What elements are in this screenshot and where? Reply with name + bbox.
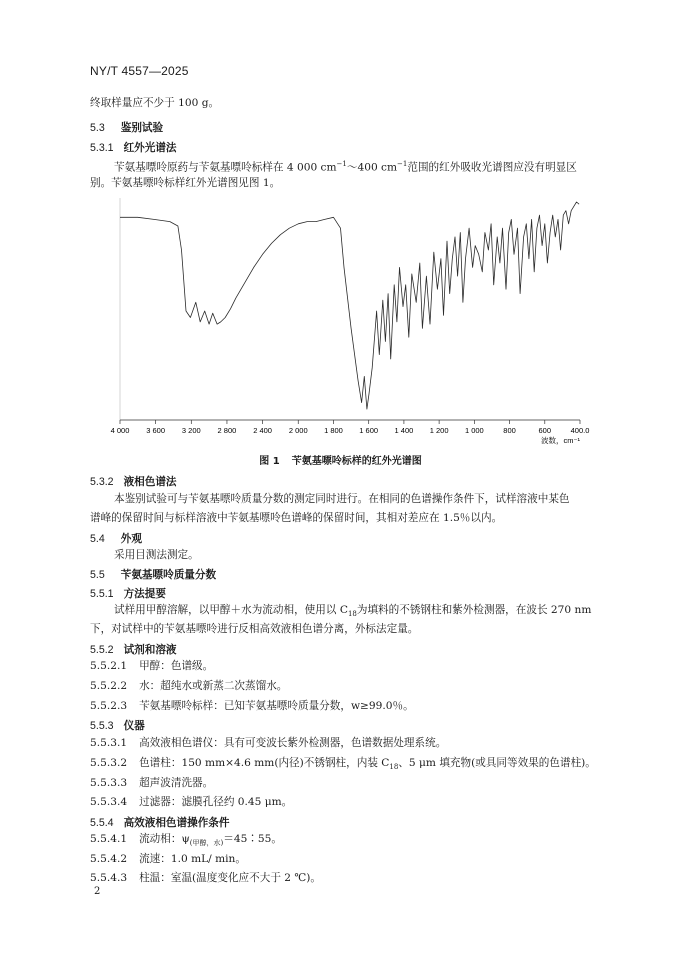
figure-number: 图 1 — [259, 456, 280, 467]
x-tick-label: 1 400 — [394, 426, 414, 435]
item-5-5-2-2 — [90, 677, 287, 696]
x-tick-label: 2 000 — [288, 426, 308, 435]
item-5-5-3-4 — [90, 793, 292, 812]
x-tick-label: 3 600 — [146, 426, 166, 435]
standard-number: NY/T 4557—2025 — [90, 64, 189, 78]
item-text: 过滤器：滤膜孔径约 0.45 μm。 — [139, 796, 293, 808]
x-tick-label: 2 400 — [253, 426, 272, 435]
section-5-5-1 — [90, 586, 166, 601]
item-number: 5.5.3.2 — [90, 757, 128, 769]
item-text: 超声波清洗器。 — [139, 777, 214, 789]
x-tick-label: 3 200 — [181, 426, 201, 435]
item-5-5-3-3 — [90, 774, 213, 793]
ir-spectrum-chart — [100, 196, 600, 450]
item-5-5-4-2 — [90, 850, 246, 869]
spectrum-line — [120, 202, 579, 409]
x-tick-label: 1 200 — [429, 426, 449, 435]
paragraph-54: 采用目测法测定。 — [114, 549, 199, 561]
section-title: 高效液相色谱操作条件 — [123, 817, 230, 829]
item-number: 5.5.3.3 — [90, 777, 128, 789]
x-axis-title: 波数，cm⁻¹ — [541, 436, 580, 445]
item-number: 5.5.4.3 — [90, 872, 128, 884]
item-text: 色谱柱：150 mm×4.6 mm(内径)不锈钢柱，内装 C — [139, 757, 390, 769]
x-tick-label: 800 — [503, 426, 516, 435]
paragraph-531-line2: 别。苄氨基嘌呤标样红外光谱图见图 1。 — [90, 177, 281, 189]
item-text: 流动相：ψ — [139, 833, 190, 845]
text-run: 范围的红外吸收光谱图应没有明显区 — [407, 161, 577, 174]
section-number: 5.3.1 — [90, 142, 114, 154]
section-title: 鉴别试验 — [120, 122, 164, 134]
section-number: 5.5.4 — [90, 817, 114, 829]
text-run: 苄氨基嘌呤原药与苄氨基嘌呤标样在 4 000 cm — [114, 161, 337, 174]
x-tick-label: 1 000 — [464, 426, 484, 435]
x-tick-label: 2 800 — [217, 426, 237, 435]
text-run: ～400 cm — [346, 161, 398, 174]
section-5-5-2 — [90, 642, 177, 657]
section-title: 外观 — [120, 533, 142, 545]
item-5-5-2-1 — [90, 657, 213, 676]
x-tick-label: 1 600 — [359, 426, 379, 435]
item-text: 甲醇：色谱级。 — [139, 660, 214, 672]
section-title: 试剂和溶液 — [123, 644, 177, 656]
item-number: 5.5.2.3 — [90, 700, 128, 712]
x-tick-label: 600 — [538, 426, 552, 435]
item-5-5-2-3 — [90, 697, 414, 716]
page-number: 2 — [94, 886, 101, 897]
section-5-4 — [90, 531, 142, 546]
section-title: 红外光谱法 — [123, 142, 177, 154]
paragraph-continuation: 终取样量应不少于 100 g。 — [90, 97, 220, 109]
item-number: 5.5.4.2 — [90, 853, 128, 865]
subscript: 18 — [347, 610, 357, 619]
subscript: (甲醇，水) — [189, 839, 224, 848]
superscript: −1 — [397, 160, 408, 168]
item-number: 5.5.2.2 — [90, 680, 128, 692]
section-5-3-2 — [90, 474, 177, 489]
subscript: 18 — [389, 763, 399, 772]
section-5-3-1 — [90, 140, 177, 155]
section-number: 5.5.1 — [90, 588, 114, 600]
section-title: 苄氨基嘌呤质量分数 — [120, 569, 217, 581]
section-5-5 — [90, 567, 216, 582]
paragraph-551-line2: 下，对试样中的苄氨基嘌呤进行反相高效液相色谱分离，外标法定量。 — [90, 623, 419, 635]
section-number: 5.5.2 — [90, 644, 114, 656]
paragraph-532-line1: 本鉴别试验可与苄氨基嘌呤质量分数的测定同时进行。在相同的色谱操作条件下，试样溶液中某色 — [114, 493, 570, 505]
item-text: ＝45∶55。 — [223, 833, 282, 845]
superscript: −1 — [336, 160, 347, 168]
x-tick-label: 400.0 — [570, 426, 590, 435]
item-5-5-3-1 — [90, 734, 446, 753]
item-number: 5.5.4.1 — [90, 833, 128, 845]
item-number: 5.5.3.4 — [90, 796, 128, 808]
text-run: 试样用甲醇溶解，以甲醇＋水为流动相，使用以 C — [114, 604, 348, 616]
section-number: 5.3 — [90, 122, 105, 134]
section-number: 5.5.3 — [90, 720, 114, 732]
section-number: 5.4 — [90, 533, 105, 545]
item-5-5-4-3 — [90, 869, 321, 888]
item-text: 水：超纯水或新蒸二次蒸馏水。 — [139, 680, 288, 692]
section-number: 5.3.2 — [90, 476, 114, 488]
section-5-5-4 — [90, 815, 230, 830]
item-number: 5.5.3.1 — [90, 737, 128, 749]
item-text: 、5 μm 填充物(或具同等效果的色谱柱)。 — [398, 757, 596, 769]
x-tick-label: 4 000 — [110, 426, 130, 435]
section-5-3 — [90, 120, 163, 135]
item-text: 苄氨基嘌呤标样：已知苄氨基嘌呤质量分数，w≥99.0％。 — [139, 700, 414, 712]
section-5-5-3 — [90, 718, 145, 733]
section-number: 5.5 — [90, 569, 105, 581]
paragraph-532-line2: 谱峰的保留时间与标样溶液中苄氨基嘌呤色谱峰的保留时间，其相对差应在 1.5％以内。 — [90, 512, 503, 524]
figure-caption — [0, 452, 681, 467]
text-run: 为填料的不锈钢柱和紫外检测器，在波长 270 nm — [356, 604, 592, 616]
section-title: 仪器 — [123, 720, 145, 732]
item-number: 5.5.2.1 — [90, 660, 128, 672]
item-text: 柱温：室温(温度变化应不大于 2 ℃)。 — [139, 872, 321, 884]
section-title: 方法提要 — [123, 588, 166, 600]
figure-title: 苄氨基嘌呤标样的红外光谱图 — [291, 456, 422, 467]
section-title: 液相色谱法 — [123, 476, 177, 488]
item-text: 流速：1.0 mL/ min。 — [139, 853, 246, 865]
x-ticks — [111, 420, 590, 435]
item-text: 高效液相色谱仪：具有可变波长紫外检测器，色谱数据处理系统。 — [139, 737, 447, 749]
x-tick-label: 1 800 — [324, 426, 343, 435]
